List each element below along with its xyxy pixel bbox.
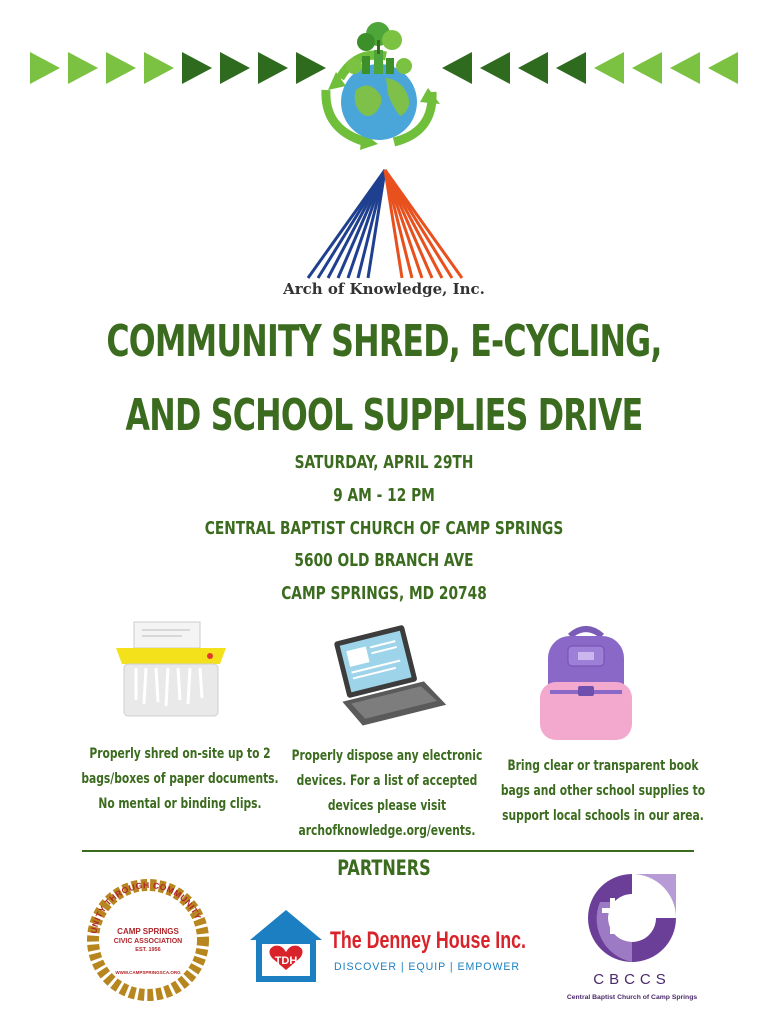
shredder-icon [112, 620, 230, 720]
feature-ecycling-text: Properly dispose any electronic devices. For a list of accepted devices please visit archofknowledge.org/events. [291, 748, 483, 839]
svg-text:UNITY THROUGH COMMUNITY: UNITY THROUGH COMMUNITY [88, 879, 204, 935]
svg-text:CIVIC ASSOCIATION: CIVIC ASSOCIATION [113, 938, 183, 945]
org-name: Arch of Knowledge, Inc. [283, 280, 485, 298]
svg-text:The Denney House Inc.: The Denney House Inc. [330, 927, 526, 954]
backpack-icon [538, 622, 634, 744]
event-city: CAMP SPRINGS, MD 20748 [281, 583, 487, 604]
arch-of-knowledge-logo [300, 168, 470, 298]
svg-text:Central Baptist Church of Camp: Central Baptist Church of Camp Springs [566, 994, 698, 1001]
event-street: 5600 OLD BRANCH AVE [294, 550, 474, 571]
recycle-globe-icon [316, 20, 440, 150]
svg-text:DISCOVER | EQUIP | EMPOWER: DISCOVER | EQUIP | EMPOWER [334, 961, 520, 973]
denney-house-logo [246, 908, 532, 984]
event-date: SATURDAY, APRIL 29TH [294, 452, 474, 473]
feature-supplies-text: Bring clear or transparent book bags and other school supplies to support local schools in our area. [500, 758, 706, 824]
svg-text:CBCCS: CBCCS [593, 971, 671, 988]
svg-text:CAMP SPRINGS: CAMP SPRINGS [117, 927, 179, 936]
event-time: 9 AM - 12 PM [333, 485, 435, 506]
event-title-line1: COMMUNITY SHRED, E-CYCLING, [106, 316, 662, 367]
partners-divider [82, 850, 694, 852]
camp-springs-civic-association-logo [78, 870, 218, 1010]
arrows-left-decoration [30, 52, 334, 84]
feature-shred-text: Properly shred on-site up to 2 bags/boxes of paper documents. No mental or binding clips. [81, 746, 279, 812]
partners-heading: PARTNERS [337, 856, 431, 880]
svg-text:WWW.CAMPSPRINGSCA.ORG: WWW.CAMPSPRINGSCA.ORG [115, 970, 181, 975]
arrows-right-decoration [434, 52, 738, 84]
svg-text:EST. 1956: EST. 1956 [135, 947, 161, 953]
cbccs-logo [560, 872, 704, 1004]
laptop-icon [334, 620, 442, 736]
svg-text:TDH: TDH [274, 955, 298, 967]
event-venue: CENTRAL BAPTIST CHURCH OF CAMP SPRINGS [204, 518, 564, 539]
event-title-line2: AND SCHOOL SUPPLIES DRIVE [125, 390, 643, 441]
